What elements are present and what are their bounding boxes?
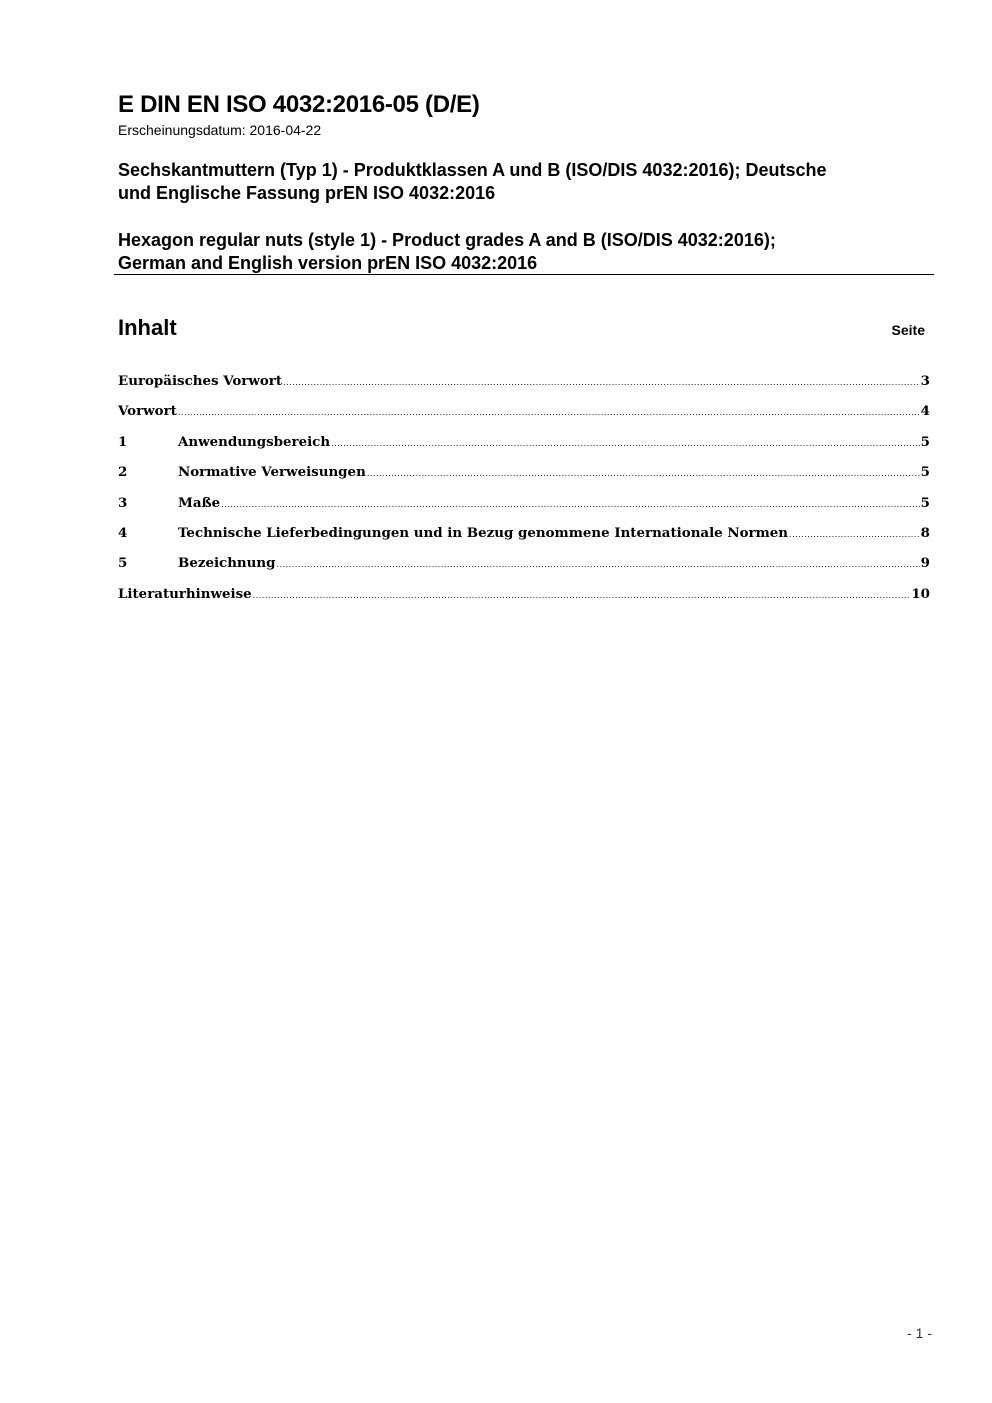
title-english-line: Hexagon regular nuts (style 1) - Product grades A and B (ISO/DIS 4032:2016);: [118, 230, 776, 250]
toc-dot-leader: [331, 433, 920, 455]
toc-dot-leader: [253, 585, 911, 607]
publication-date: Erscheinungsdatum: 2016-04-22: [118, 122, 322, 138]
document-id: E DIN EN ISO 4032:2016-05 (D/E): [118, 91, 480, 118]
toc-entry-title: Normative Verweisungen: [178, 464, 366, 481]
title-german-line: Sechskantmuttern (Typ 1) - Produktklassen A und B (ISO/DIS 4032:2016); Deutsche: [118, 160, 827, 180]
toc-entry[interactable]: [118, 431, 930, 461]
toc-entry-page: 9: [920, 555, 930, 572]
toc-entry-page: 5: [920, 433, 930, 450]
toc-dot-leader: [367, 463, 920, 485]
header-divider: [114, 274, 934, 275]
toc-dot-leader: [789, 524, 920, 546]
toc-entry-page: 3: [920, 373, 930, 389]
title-english: [118, 229, 938, 275]
title-english-line: German and English version prEN ISO 4032:2016: [118, 253, 538, 273]
toc-dot-leader: [283, 372, 920, 394]
toc-entry-number: 3: [118, 494, 128, 511]
toc-entry-title: Europäisches Vorwort: [118, 373, 283, 389]
toc-entry[interactable]: [118, 370, 930, 400]
toc-entry-number: 1: [118, 433, 128, 450]
toc-entry-number: 4: [118, 524, 128, 541]
toc-entry-page: 5: [920, 494, 930, 511]
footer-page-number: - 1 -: [907, 1325, 932, 1341]
title-german-line: und Englische Fassung prEN ISO 4032:2016: [118, 183, 496, 203]
table-of-contents: [118, 370, 930, 613]
toc-entry[interactable]: [118, 583, 930, 613]
toc-entry[interactable]: [118, 461, 930, 491]
title-german: [118, 159, 938, 205]
toc-entry[interactable]: [118, 400, 930, 430]
toc-dot-leader: [178, 402, 920, 424]
toc-entry-title: Vorwort: [118, 403, 177, 420]
toc-entry[interactable]: [118, 522, 930, 552]
toc-heading: Inhalt: [118, 315, 177, 340]
toc-dot-leader: [277, 554, 920, 576]
toc-entry-number: 2: [118, 464, 128, 481]
toc-entry-number: 5: [118, 555, 128, 572]
toc-entry-title: Technische Lieferbedingungen und in Bezug genommene Internationale Normen: [178, 524, 789, 541]
toc-entry[interactable]: [118, 552, 930, 582]
toc-entry-title: Literaturhinweise: [118, 585, 252, 602]
toc-dot-leader: [221, 494, 919, 516]
toc-entry-page: 4: [920, 403, 930, 420]
toc-entry-page: 5: [920, 464, 930, 481]
toc-entry[interactable]: [118, 492, 930, 522]
toc-page-column-label: Seite: [891, 322, 925, 338]
toc-entry-title: Maße: [178, 494, 221, 511]
toc-entry-page: 10: [911, 585, 930, 602]
toc-entry-title: Anwendungsbereich: [178, 433, 331, 450]
toc-entry-title: Bezeichnung: [178, 555, 276, 572]
toc-entry-page: 8: [920, 524, 930, 541]
